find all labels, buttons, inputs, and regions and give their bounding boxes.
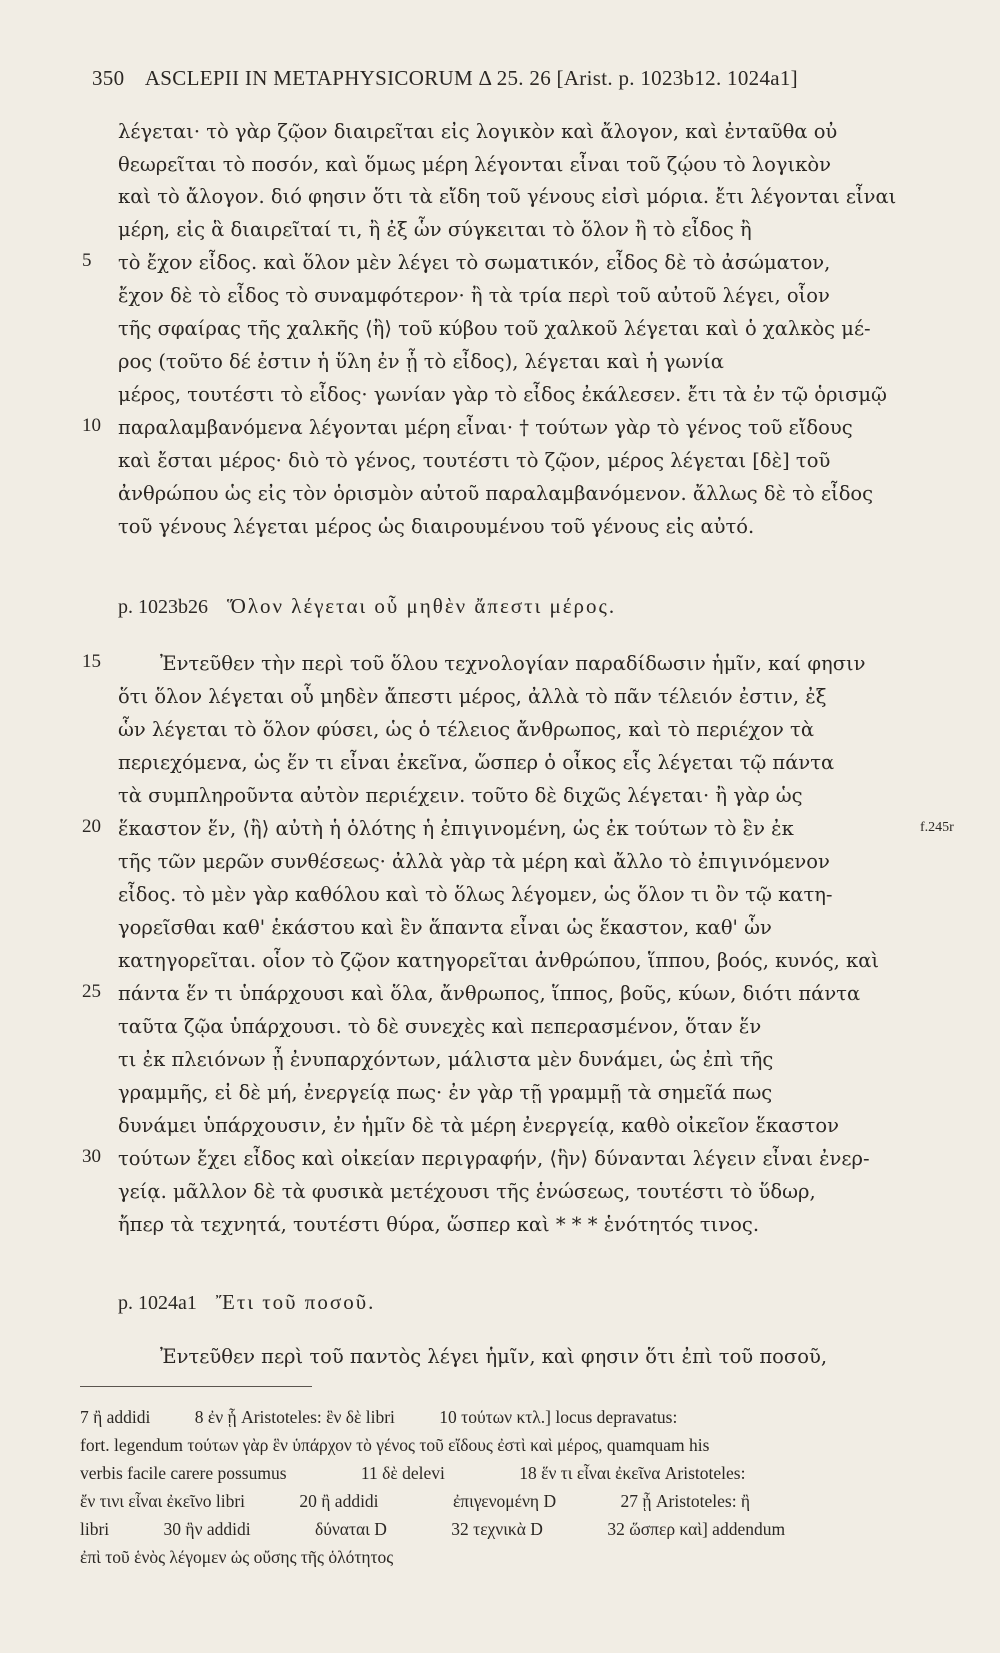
text-line: τὸ ἔχον εἶδος. καὶ ὅλον μὲν λέγει τὸ σωματικόν, εἶδος δὲ τὸ ἀσώματον, xyxy=(118,251,831,274)
footnote: ἐπὶ τοῦ ἑνὸς λέγομεν ὡς οὔσης τῆς ὁλότητος xyxy=(80,1547,394,1567)
footnote: 20 ἢ addidi xyxy=(299,1491,379,1511)
lemma-reference: p. 1024a1 xyxy=(118,1292,197,1314)
lemma-text: Ἔτι τοῦ ποσοῦ. xyxy=(215,1290,376,1314)
footnote: 30 ἣν addidi xyxy=(163,1519,251,1539)
line-number: 10 xyxy=(82,415,101,436)
text-line: ταῦτα ζῷα ὑπάρχουσι. τὸ δὲ συνεχὲς καὶ πεπερασμένον, ὅταν ἕν xyxy=(118,1015,762,1038)
text-line: ἕκαστον ἕν, ⟨ἢ⟩ αὐτὴ ἡ ὁλότης ἡ ἐπιγινομένη, ὡς ἐκ τούτων τὸ ἓν ἐκ xyxy=(118,817,794,840)
text-line: ὅτι ὅλον λέγεται οὗ μηδὲν ἄπεστι μέρος, ἀλλὰ τὸ πᾶν τέλειόν ἐστιν, ἐξ xyxy=(118,685,827,708)
footnote: 18 ἕν τι εἶναι ἐκεῖνα Aristoteles: xyxy=(519,1463,746,1483)
text-line: τούτων ἔχει εἶδος καὶ οἰκείαν περιγραφήν, ⟨ἣν⟩ δύνανται λέγειν εἶναι ἐνερ- xyxy=(118,1147,870,1170)
text-line: γείᾳ. μᾶλλον δὲ τὰ φυσικὰ μετέχουσι τῆς ἑνώσεως, τουτέστι τὸ ὕδωρ, xyxy=(118,1180,816,1203)
lemma-reference: p. 1023b26 xyxy=(118,596,208,618)
footnote: 10 τούτων κτλ.] locus depravatus: xyxy=(439,1407,678,1427)
footnote-line xyxy=(80,1517,950,1542)
text-line: μέρη, εἰς ἃ διαιρεῖταί τι, ἢ ἐξ ὧν σύγκειται τὸ ὅλον ἢ τὸ εἶδος ἢ xyxy=(118,218,752,241)
text-line: καὶ ἔσται μέρος· διὸ τὸ γένος, τουτέστι τὸ ζῷον, μέρος λέγεται [δὲ] τοῦ xyxy=(118,449,831,472)
text-line: Ἐντεῦθεν περὶ τοῦ παντὸς λέγει ἡμῖν, καὶ φησιν ὅτι ἐπὶ τοῦ ποσοῦ, xyxy=(160,1345,828,1368)
text-line: κατηγορεῖται. οἷον τὸ ζῷον κατηγορεῖται ἀνθρώπου, ἵππου, βοός, κυνός, καὶ xyxy=(118,949,880,972)
footnote: 7 ἢ addidi xyxy=(80,1407,151,1427)
folio-reference: f.245r xyxy=(920,820,954,835)
footnote: 32 ὥσπερ καὶ] addendum xyxy=(607,1519,786,1539)
footnote-line xyxy=(80,1545,950,1570)
page-number: 350 xyxy=(92,66,125,90)
line-number: 20 xyxy=(82,816,101,837)
lemma-text: Ὅλον λέγεται οὗ μηθὲν ἄπεστι μέρος. xyxy=(227,594,617,618)
text-line: ὧν λέγεται τὸ ὅλον φύσει, ὡς ὁ τέλειος ἄνθρωπος, καὶ τὸ περιέχον τὰ xyxy=(118,718,814,741)
text-line: τῆς σφαίρας τῆς χαλκῆς ⟨ἢ⟩ τοῦ κύβου τοῦ χαλκοῦ λέγεται καὶ ὁ χαλκὸς μέ- xyxy=(118,317,871,340)
lemma-heading xyxy=(118,1290,375,1315)
text-line: μέρος, τουτέστι τὸ εἶδος· γωνίαν γὰρ τὸ εἶδος ἐκάλεσεν. ἔτι τὰ ἐν τῷ ὁρισμῷ xyxy=(118,383,887,406)
footnote: fort. legendum τούτων γὰρ ἓν ὑπάρχον τὸ γένος τοῦ εἴδους ἐστὶ καὶ μέρος, quamquam his xyxy=(80,1435,710,1455)
footnote: ἔν τινι εἶναι ἐκεῖνο libri xyxy=(80,1491,246,1511)
footnote: libri xyxy=(80,1519,110,1539)
footnote-line xyxy=(80,1433,950,1458)
text-line: πάντα ἕν τι ὑπάρχουσι καὶ ὅλα, ἄνθρωπος, ἵππος, βοῦς, κύων, διότι πάντα xyxy=(118,982,861,1005)
text-line: περιεχόμενα, ὡς ἕν τι εἶναι ἐκεῖνα, ὥσπερ ὁ οἶκος εἷς λέγεται τῷ πάντα xyxy=(118,751,835,774)
lemma-heading xyxy=(118,594,616,619)
footnote-line xyxy=(80,1489,950,1514)
running-header xyxy=(92,66,922,91)
footnote: 32 τεχνικὰ D xyxy=(451,1519,543,1539)
text-line: τὰ συμπληροῦντα αὐτὸν περιέχειν. τοῦτο δὲ διχῶς λέγεται· ἢ γὰρ ὡς xyxy=(118,784,803,807)
text-line: παραλαμβανόμενα λέγονται μέρη εἶναι· † τούτων γὰρ τὸ γένος τοῦ εἴδους xyxy=(118,416,853,439)
text-line: τῆς τῶν μερῶν συνθέσεως· ἀλλὰ γὰρ τὰ μέρη καὶ ἄλλο τὸ ἐπιγινόμενον xyxy=(118,850,830,873)
running-title: ASCLEPII IN METAPHYSICORUM Δ 25. 26 [Arist. p. 1023b12. 1024a1] xyxy=(144,66,798,90)
text-line: ρος (τοῦτο δέ ἐστιν ἡ ὕλη ἐν ᾗ τὸ εἶδος), λέγεται καὶ ἡ γωνία xyxy=(118,350,724,373)
footnote: 27 ᾖ Aristoteles: ἢ xyxy=(620,1491,751,1511)
text-line: λέγεται· τὸ γὰρ ζῷον διαιρεῖται εἰς λογικὸν καὶ ἄλογον, καὶ ἐνταῦθα οὐ xyxy=(118,120,838,143)
footnote: δύναται D xyxy=(314,1519,387,1539)
footnote: ἐπιγενομένη D xyxy=(452,1491,557,1511)
text-line: δυνάμει ὑπάρχουσιν, ἐν ἡμῖν δὲ τὰ μέρη ἐνεργείᾳ, καθὸ οἰκεῖον ἕκαστον xyxy=(118,1114,839,1137)
text-line: ἀνθρώπου ὡς εἰς τὸν ὁρισμὸν αὐτοῦ παραλαμβανόμενον. ἄλλως δὲ τὸ εἶδος xyxy=(118,482,874,505)
text-line: ἔχον δὲ τὸ εἶδος τὸ συναμφότερον· ἢ τὰ τρία περὶ τοῦ αὐτοῦ λέγει, οἷον xyxy=(118,284,830,307)
footnote-line xyxy=(80,1461,950,1486)
footnote: verbis facile carere possumus xyxy=(80,1463,287,1483)
footnote-line xyxy=(80,1405,950,1430)
text-line: γορεῖσθαι καθ' ἑκάστου καὶ ἓν ἅπαντα εἶναι ὡς ἕκαστον, καθ' ὧν xyxy=(118,916,772,939)
line-number: 30 xyxy=(82,1146,101,1167)
text-line: Ἐντεῦθεν τὴν περὶ τοῦ ὅλου τεχνολογίαν παραδίδωσιν ἡμῖν, καί φησιν xyxy=(160,652,866,675)
text-line: τι ἐκ πλειόνων ᾖ ἐνυπαρχόντων, μάλιστα μὲν δυνάμει, ὡς ἐπὶ τῆς xyxy=(118,1048,774,1071)
footnote-rule xyxy=(80,1386,312,1387)
line-number: 5 xyxy=(82,250,92,271)
footnote: 8 ἐν ᾗ Aristoteles: ἓν δὲ libri xyxy=(194,1407,395,1427)
text-line: τοῦ γένους λέγεται μέρος ὡς διαιρουμένου τοῦ γένους εἰς αὐτό. xyxy=(118,515,755,538)
text-line: θεωρεῖται τὸ ποσόν, καὶ ὅμως μέρη λέγονται εἶναι τοῦ ζῴου τὸ λογικὸν xyxy=(118,153,831,176)
text-line: γραμμῆς, εἰ δὲ μή, ἐνεργείᾳ πως· ἐν γὰρ τῇ γραμμῇ τὰ σημεῖά πως xyxy=(118,1081,773,1104)
text-line: εἶδος. τὸ μὲν γὰρ καθόλου καὶ τὸ ὅλως λέγομεν, ὡς ὅλον τι ὂν τῷ κατη- xyxy=(118,883,833,906)
text-line: ἤπερ τὰ τεχνητά, τουτέστι θύρα, ὥσπερ καὶ * * * ἑνότητός τινος. xyxy=(118,1213,760,1236)
line-number: 15 xyxy=(82,651,101,672)
footnote: 11 δὲ delevi xyxy=(360,1463,445,1483)
line-number: 25 xyxy=(82,981,101,1002)
text-line: καὶ τὸ ἄλογον. διό φησιν ὅτι τὰ εἴδη τοῦ γένους εἰσὶ μόρια. ἔτι λέγονται εἶναι xyxy=(118,185,897,208)
